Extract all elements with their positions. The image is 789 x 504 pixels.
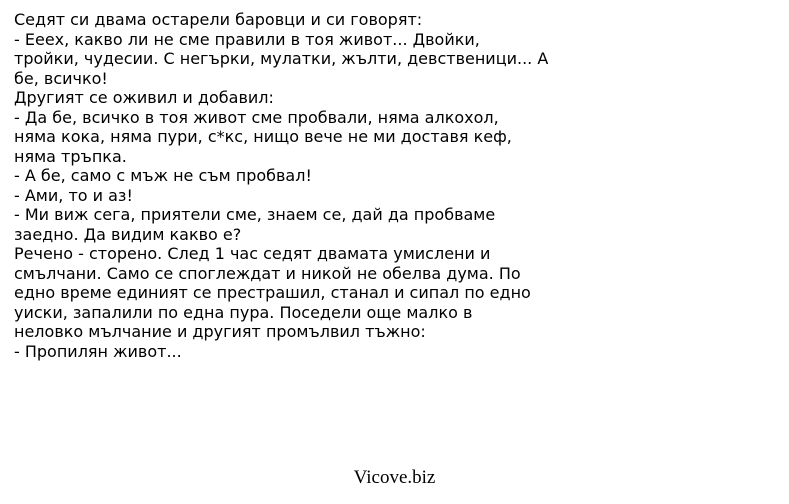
joke-line: неловко мълчание и другият промълвил тъжно:	[14, 322, 426, 341]
joke-line: няма кока, няма пури, с*кс, нищо вече не ми доставя кеф,	[14, 127, 512, 146]
joke-line: смълчани. Само се споглеждат и никой не обелва дума. По	[14, 263, 521, 283]
joke-line: едно време единият се престрашил, станал и сипал по едно	[14, 283, 531, 302]
joke-line: няма тръпка.	[14, 146, 127, 166]
joke-text	[14, 10, 584, 361]
joke-line: тройки, чудесии. С негърки, мулатки, жълти, девственици... А	[14, 49, 549, 68]
joke-line: - Ееех, какво ли не сме правили в тоя живот... Двойки,	[14, 29, 480, 49]
joke-line: - Ми виж сега, приятели сме, знаем се, дай да пробваме	[14, 205, 496, 224]
joke-line: - Пропилян живот...	[14, 341, 182, 361]
joke-line: уиски, запалили по една пура. Поседели още малко в	[14, 302, 473, 322]
joke-line: Речено - сторено. След 1 час седят двамата умислени и	[14, 244, 491, 263]
joke-line: Седят си двама остарели баровци и си говорят:	[14, 10, 423, 29]
joke-line: - А бе, само с мъж не съм пробвал!	[14, 166, 312, 185]
joke-line: - Ами, то и аз!	[14, 185, 133, 205]
joke-line: - Да бе, всичко в тоя живот сме пробвали, няма алкохол,	[14, 107, 499, 127]
site-watermark: Vicove.biz	[353, 467, 436, 488]
joke-line: Другият се оживил и добавил:	[14, 88, 274, 107]
joke-line: бе, всичко!	[14, 68, 108, 88]
joke-line: заедно. Да видим какво е?	[14, 224, 242, 244]
